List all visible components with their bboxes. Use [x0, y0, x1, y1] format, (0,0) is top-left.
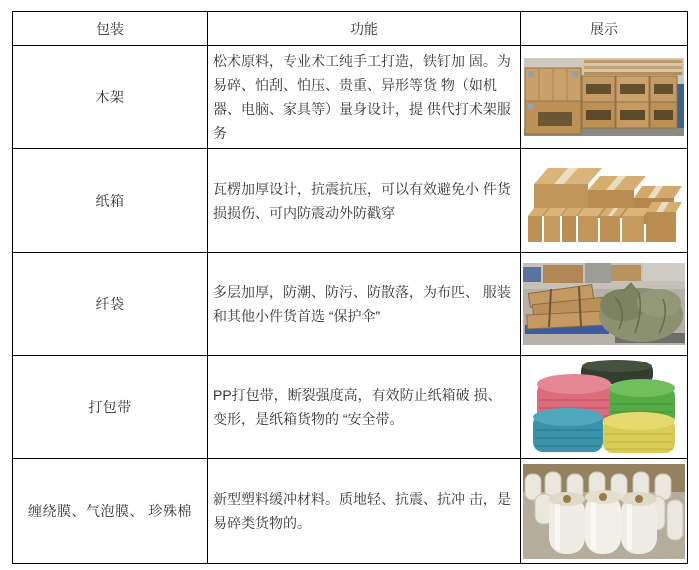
- packaging-name: 打包带: [13, 356, 208, 459]
- header-display: 展示: [521, 12, 688, 46]
- packaging-table: [12, 11, 688, 564]
- header-function: 功能: [208, 12, 521, 46]
- function-text: 瓦楞加厚设计，抗震抗压，可以有效避免小 件货损损伤、可内防震动外防戳穿: [208, 149, 521, 253]
- function-text: PP打包带，断裂强度高，有效防止纸箱破 损、变形，是纸箱货物的 “安全带。: [208, 356, 521, 459]
- table-row: [13, 356, 688, 459]
- packaging-name: 木架: [13, 46, 208, 149]
- photo-cell: [521, 149, 688, 253]
- photo-cell: [521, 459, 688, 564]
- cardboard-boxes-photo: [524, 154, 684, 248]
- header-row: [13, 12, 688, 46]
- woven-bags-photo: [523, 263, 685, 345]
- photo-cell: [521, 356, 688, 459]
- wooden-crates-photo: [524, 58, 684, 136]
- function-text: 新型塑料缓冲材料。质地轻、抗震、抗冲 击，是易碎类货物的。: [208, 459, 521, 564]
- function-text: 松术原料，专业术工纯手工打造，铁钉加 固。为易碎、怕刮、怕压、贵重、异形等货 物（如机器、电脑、家具等）量身设计，提 供代打术架服务: [208, 46, 521, 149]
- table-row: [13, 253, 688, 356]
- packaging-name: 纸箱: [13, 149, 208, 253]
- table-row: [13, 149, 688, 253]
- table-row: [13, 46, 688, 149]
- strapping-rolls-photo: [529, 360, 679, 454]
- header-packaging: 包装: [13, 12, 208, 46]
- table-row: [13, 459, 688, 564]
- packaging-name: 纤袋: [13, 253, 208, 356]
- function-text: 多层加厚，防潮、防污、防散落，为布匹、 服装和其他小件货首选 “保护伞”: [208, 253, 521, 356]
- stretch-film-rolls-photo: [523, 464, 685, 559]
- photo-cell: [521, 253, 688, 356]
- packaging-name: 缠绕膜、气泡膜、 珍殊棉: [13, 459, 208, 564]
- photo-cell: [521, 46, 688, 149]
